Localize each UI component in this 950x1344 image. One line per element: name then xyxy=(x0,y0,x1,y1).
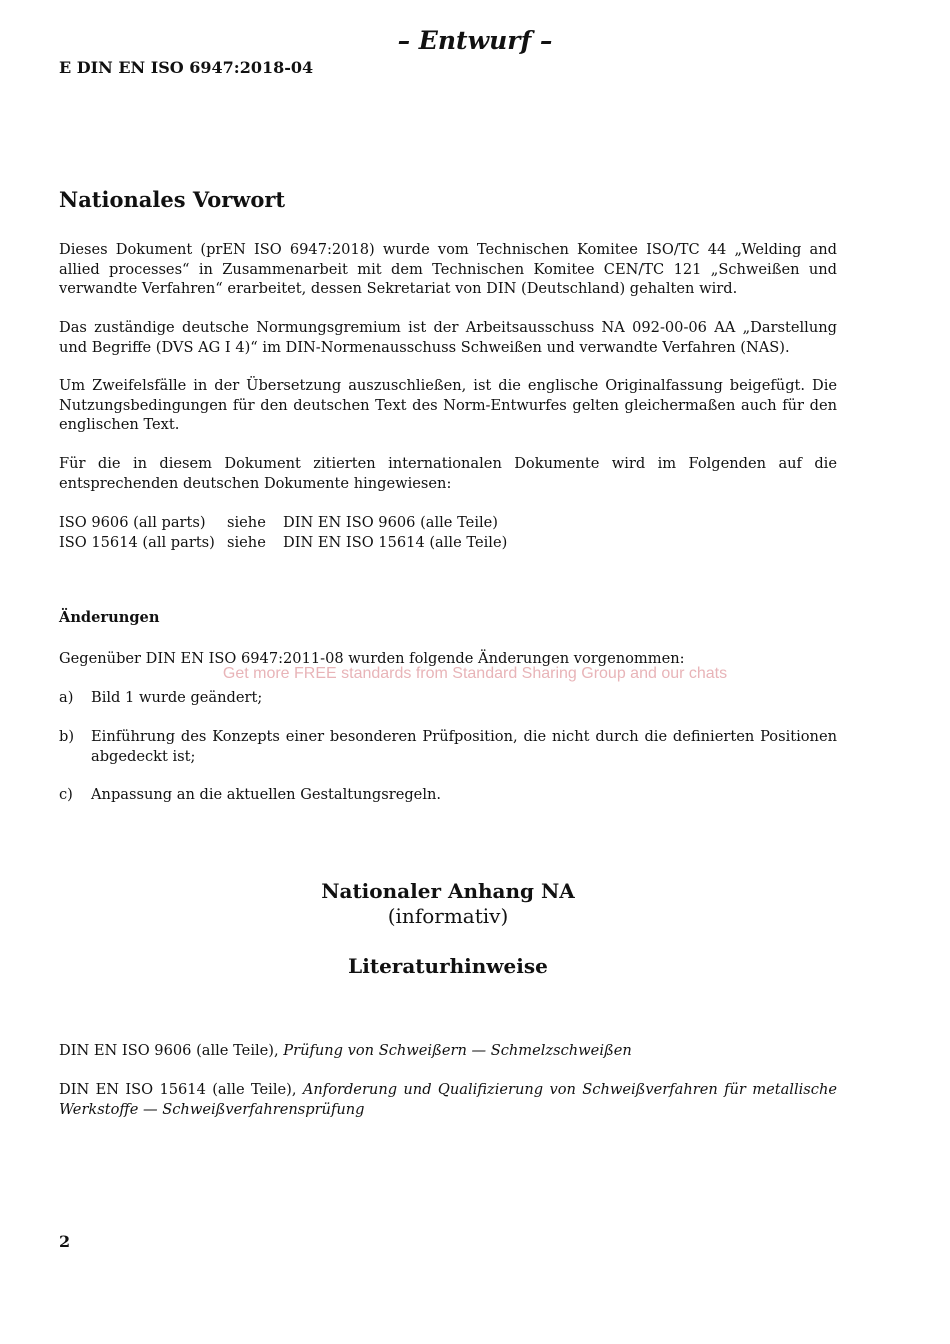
list-text: Einführung des Konzepts einer besonderen Prüfposition, die nicht durch die definierten Positionen abgedeckt ist; xyxy=(91,728,837,765)
list-marker: a) xyxy=(59,689,74,706)
bibliography-number: DIN EN ISO 9606 (alle Teile), xyxy=(59,1042,279,1059)
changes-intro: Gegenüber DIN EN ISO 6947:2011-08 wurden folgende Änderungen vorgenommen: xyxy=(59,650,685,667)
reference-sep: siehe xyxy=(227,534,266,551)
bibliography-entry xyxy=(59,1080,837,1119)
foreword-paragraph-3: Um Zweifelsfälle in der Übersetzung auszuschließen, ist die englische Originalfassung beigefügt. Die Nutzungsbedingungen für den deutschen Text des Norm-Entwurfes gelten gleichermaßen auch für den englischen Text. xyxy=(59,377,837,434)
reference-row xyxy=(59,513,498,533)
page-number: 2 xyxy=(59,1232,71,1251)
bibliography-title: Literaturhinweise xyxy=(348,954,548,978)
reference-intl: ISO 9606 (all parts) xyxy=(59,514,206,531)
foreword-title: Nationales Vorwort xyxy=(59,187,286,212)
list-text: Anpassung an die aktuellen Gestaltungsregeln. xyxy=(91,786,442,803)
reference-de: DIN EN ISO 9606 (alle Teile) xyxy=(283,514,498,531)
document-id: E DIN EN ISO 6947:2018-04 xyxy=(59,58,314,77)
draft-mark: – Entwurf – xyxy=(397,26,553,55)
list-item xyxy=(59,785,837,805)
annex-subtitle: (informativ) xyxy=(387,904,509,928)
bibliography-entry xyxy=(59,1041,837,1061)
annex-title: Nationaler Anhang NA xyxy=(321,879,575,903)
bibliography-number: DIN EN ISO 15614 (alle Teile), xyxy=(59,1081,297,1098)
list-text: Bild 1 wurde geändert; xyxy=(91,689,263,706)
foreword-paragraph-1: Dieses Dokument (prEN ISO 6947:2018) wurde vom Technischen Komitee ISO/TC 44 „Welding and allied processes“ in Zusammenarbeit mit dem Technischen Komitee CEN/TC 121 „Schweißen und verwandte Verfahren“ erarbeitet, dessen Sekretariat von DIN (Deutschland) gehalten wird. xyxy=(59,241,837,298)
bibliography-entry-title: Prüfung von Schweißern — Schmelzschweißen xyxy=(283,1042,632,1059)
list-item xyxy=(59,727,837,766)
foreword-paragraph-2: Das zuständige deutsche Normungsgremium ist der Arbeitsausschuss NA 092-00-06 AA „Darstellung und Begriffe (DVS AG I 4)“ im DIN-Normenausschuss Schweißen und verwandte Verfahren (NAS). xyxy=(59,319,837,356)
list-marker: c) xyxy=(59,786,73,803)
reference-intl: ISO 15614 (all parts) xyxy=(59,534,215,551)
changes-title: Änderungen xyxy=(59,609,160,626)
foreword-paragraph-4: Für die in diesem Dokument zitierten internationalen Dokumente wird im Folgenden auf die entsprechenden deutschen Dokumente hingewiesen: xyxy=(59,455,837,492)
list-marker: b) xyxy=(59,728,75,745)
bibliography-entry-title: Anforderung und Qualifizierung von Schweißverfahren für metallische Werkstoffe — Schweißverfahrensprüfung xyxy=(59,1081,837,1118)
reference-de: DIN EN ISO 15614 (alle Teile) xyxy=(283,534,508,551)
watermark: Get more FREE standards from Standard Sharing Group and our chats xyxy=(222,665,728,682)
list-item xyxy=(59,688,837,708)
reference-row xyxy=(59,533,507,553)
reference-sep: siehe xyxy=(227,514,266,531)
